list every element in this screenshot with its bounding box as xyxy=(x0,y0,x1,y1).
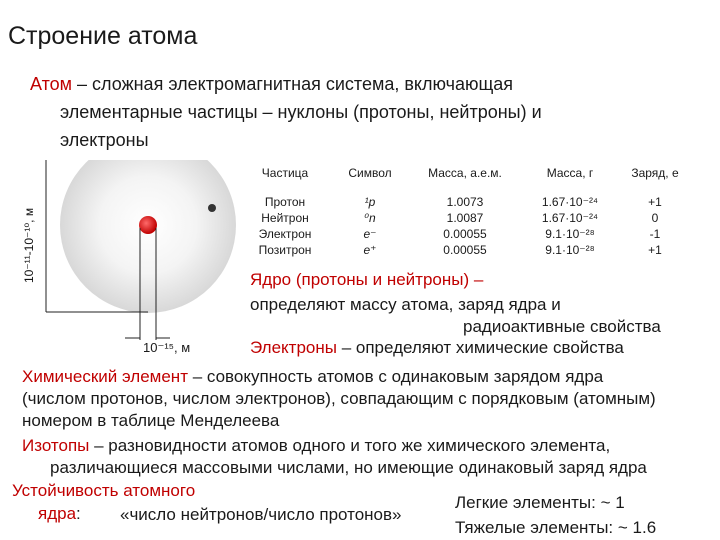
atom-term: Атом xyxy=(30,74,73,94)
column-charge xyxy=(630,194,680,258)
atom-definition-line1: Атом – сложная электромагнитная система, включающая xyxy=(30,74,514,94)
electrons-term: Электроны xyxy=(250,338,337,357)
element-definition-line3: номером в таблице Менделеева xyxy=(22,411,280,430)
atom-definition-line3: электроны xyxy=(60,130,149,150)
table-cell: Позитрон xyxy=(258,243,312,257)
column-mass-g xyxy=(530,194,610,258)
light-elements-ratio: Легкие элементы: ~ 1 xyxy=(455,493,625,512)
table-cell: Электрон xyxy=(258,227,312,241)
table-cell: ⁰n xyxy=(364,211,376,225)
column-mass-amu xyxy=(430,194,500,258)
column-symbol xyxy=(345,194,395,258)
table-cell: 0.00055 xyxy=(443,243,487,257)
table-cell: ¹p xyxy=(364,195,376,209)
table-cell: 0.00055 xyxy=(443,227,487,241)
table-cell: 9.1·10⁻²⁸ xyxy=(545,227,595,241)
table-cell: 1.0087 xyxy=(446,211,484,225)
element-definition-line2: (числом протонов, числом электронов), совпадающим с порядковым (атомным) xyxy=(22,389,656,408)
table-cell: e⁺ xyxy=(363,243,377,257)
table-cell: Протон xyxy=(264,195,306,209)
heavy-elements-ratio: Тяжелые элементы: ~ 1.6 xyxy=(455,518,657,537)
header-particle: Частица xyxy=(261,166,309,180)
table-cell: +1 xyxy=(648,195,662,209)
element-term: Химический элемент xyxy=(22,367,188,386)
nucleus-size-label: 10⁻¹⁵, м xyxy=(143,340,191,355)
isotopes-term: Изотопы xyxy=(22,436,90,455)
nucleus-description-line3: радиоактивные свойства xyxy=(463,317,661,336)
stability-ratio: «число нейтронов/число протонов» xyxy=(120,505,402,524)
isotopes-definition-line2: различающиеся массовыми числами, но имеющие одинаковый заряд ядра xyxy=(50,458,647,477)
nucleus-description-line2: определяют массу атома, заряд ядра и xyxy=(250,295,561,314)
nucleus-description-line1: Ядро (протоны и нейтроны) – xyxy=(250,270,484,289)
header-charge: Заряд, е xyxy=(631,166,679,180)
column-particle xyxy=(250,194,320,258)
electron-cloud xyxy=(60,160,236,313)
electrons-description: Электроны – определяют химические свойства xyxy=(250,338,624,357)
atom-definition-line2: элементарные частицы – нуклоны (протоны, нейтроны) и xyxy=(60,102,542,122)
header-symbol: Символ xyxy=(348,166,392,180)
atom-diagram xyxy=(30,160,270,360)
table-cell: -1 xyxy=(649,227,661,241)
header-mass-g: Масса, г xyxy=(546,166,594,180)
isotopes-definition-line1: Изотопы – разновидности атомов одного и того же химического элемента, xyxy=(22,436,611,455)
table-cell: +1 xyxy=(648,243,662,257)
nucleus xyxy=(139,216,157,234)
stability-label-line2: ядра: xyxy=(38,504,81,523)
element-definition-line1: Химический элемент – совокупность атомов с одинаковым зарядом ядра xyxy=(22,367,604,386)
table-cell: 1.67·10⁻²⁴ xyxy=(541,211,599,225)
table-cell: 1.67·10⁻²⁴ xyxy=(541,195,599,209)
header-mass-amu: Масса, а.е.м. xyxy=(428,166,502,180)
page-title: Строение атома xyxy=(8,22,198,50)
table-cell: e⁻ xyxy=(363,227,377,241)
stability-label-line1: Устойчивость атомного xyxy=(12,481,196,500)
table-cell: 1.0073 xyxy=(446,195,484,209)
atom-size-label: 10⁻¹¹-10⁻¹⁰, м xyxy=(22,207,36,283)
table-cell: Нейтрон xyxy=(261,211,309,225)
table-cell: 0 xyxy=(651,211,659,225)
table-cell: 9.1·10⁻²⁸ xyxy=(545,243,595,257)
electron-dot xyxy=(208,204,216,212)
